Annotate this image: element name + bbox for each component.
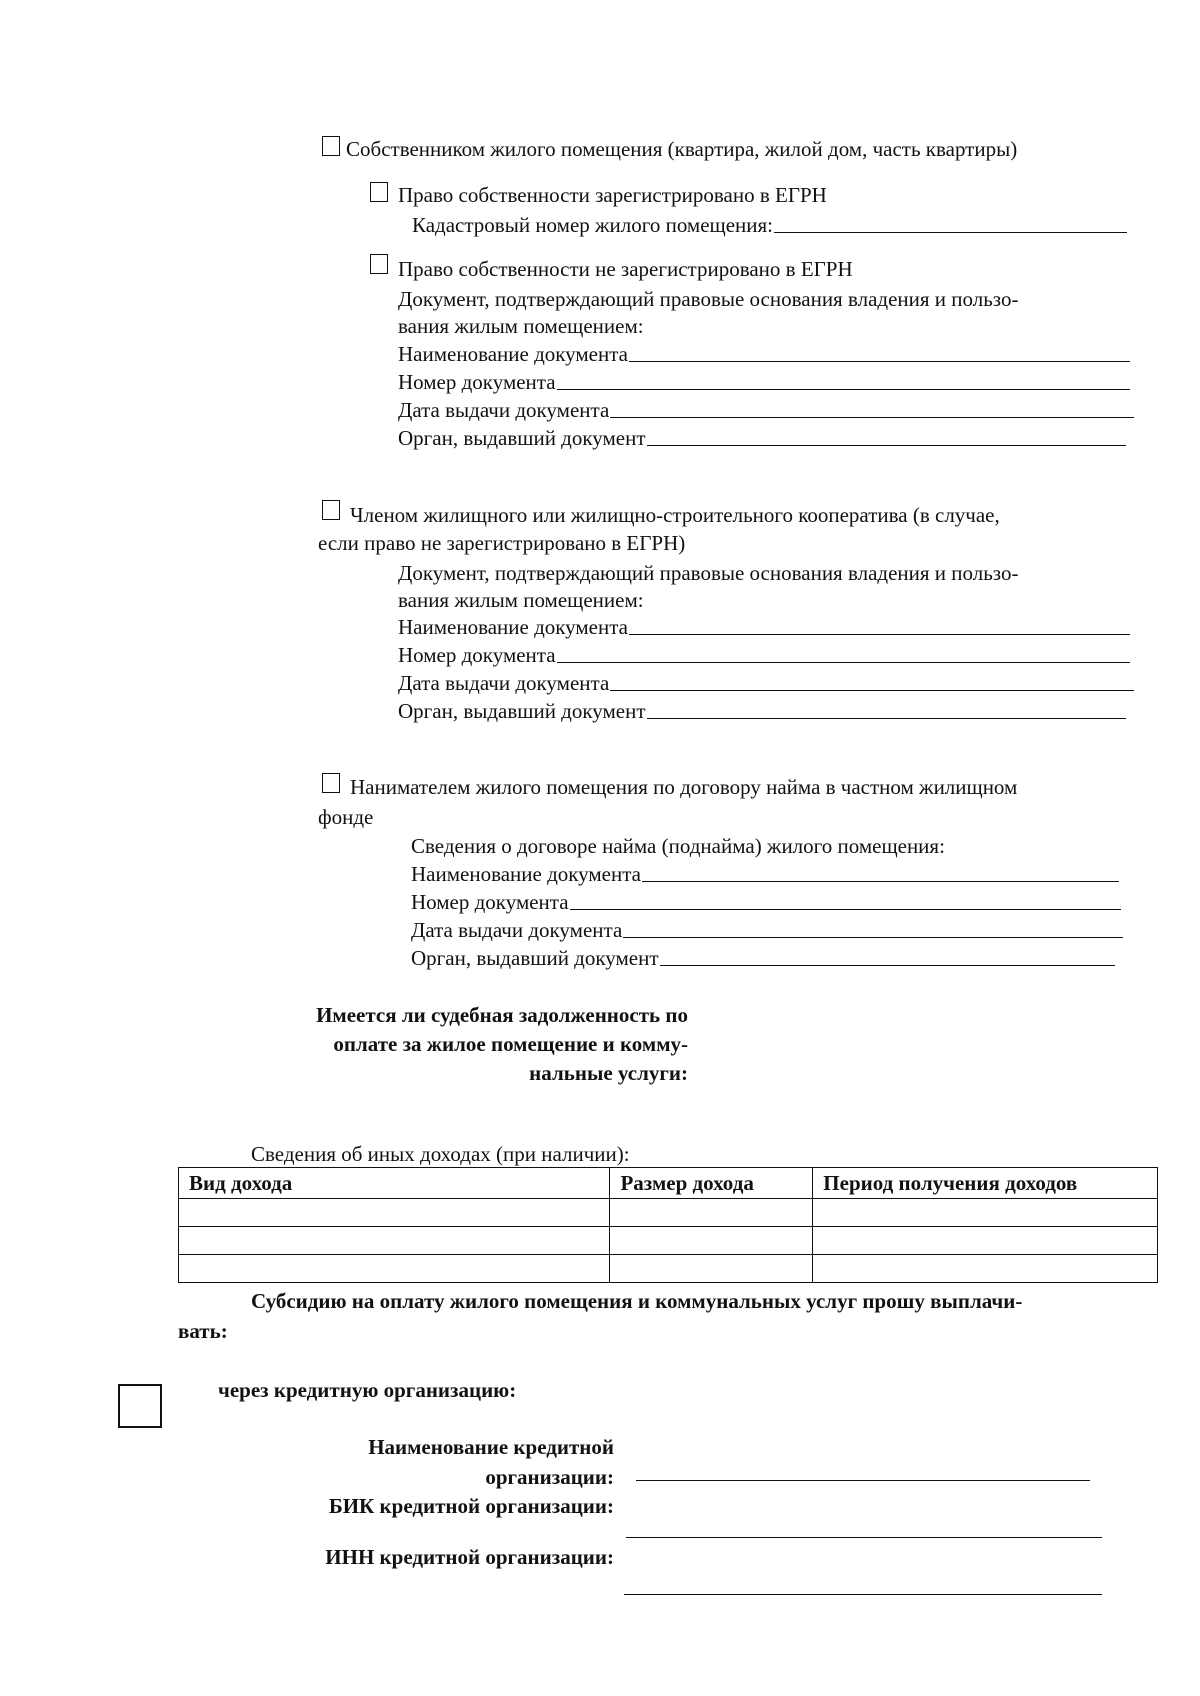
coop-doc-date-field[interactable]: [398, 670, 1134, 696]
coop-doc-number-label: Номер документа: [398, 643, 556, 667]
tenant-doc-name-label: Наименование документа: [411, 862, 641, 886]
owner-doc-issuer-field[interactable]: [398, 425, 1126, 451]
registered-checkbox[interactable]: [370, 182, 388, 202]
income-cell[interactable]: [610, 1199, 813, 1227]
owner-label: Собственником жилого помещения (квартира, жилой дом, часть квартиры): [346, 137, 1018, 161]
income-title: Сведения об иных доходах (при наличии):: [251, 1142, 630, 1166]
owner-doc-name-field[interactable]: [398, 341, 1130, 367]
not-registered-checkbox[interactable]: [370, 254, 388, 274]
coop-label-1: Членом жилищного или жилищно-строительного кооператива (в случае,: [350, 503, 1000, 527]
coop-doc-desc-2: вания жилым помещением:: [398, 588, 644, 612]
tenant-label-2: фонде: [318, 805, 374, 829]
income-cell[interactable]: [813, 1227, 1158, 1255]
tenant-info: Сведения о договоре найма (поднайма) жилого помещения:: [411, 834, 945, 858]
coop-doc-date-label: Дата выдачи документа: [398, 671, 610, 695]
bank-option-label: через кредитную организацию:: [218, 1378, 517, 1402]
tenant-doc-number-field[interactable]: [411, 889, 1121, 915]
registered-label: Право собственности зарегистрировано в ЕГРН: [398, 183, 827, 207]
table-row: [179, 1255, 1158, 1283]
tenant-label-1: Нанимателем жилого помещения по договору найма в частном жилищном: [350, 775, 1018, 799]
tenant-doc-name-field[interactable]: [411, 861, 1119, 887]
table-row: [179, 1199, 1158, 1227]
coop-doc-desc-1: Документ, подтверждающий правовые основания владения и пользо-: [398, 561, 1019, 585]
bik-input[interactable]: [626, 1537, 1102, 1538]
tenant-doc-issuer-label: Орган, выдавший документ: [411, 946, 659, 970]
income-cell[interactable]: [813, 1199, 1158, 1227]
owner-doc-desc-1: Документ, подтверждающий правовые основания владения и пользо-: [398, 287, 1019, 311]
income-table: [178, 1167, 1158, 1283]
income-cell[interactable]: [610, 1227, 813, 1255]
debt-question-2: оплате за жилое помещение и комму-: [333, 1032, 688, 1056]
owner-doc-issuer-label: Орган, выдавший документ: [398, 426, 646, 450]
coop-doc-issuer-label: Орган, выдавший документ: [398, 699, 646, 723]
bank-name-label-1: Наименование кредитной: [368, 1435, 614, 1459]
tenant-doc-date-label: Дата выдачи документа: [411, 918, 623, 942]
tenant-doc-number-label: Номер документа: [411, 890, 569, 914]
inn-input[interactable]: [624, 1594, 1102, 1595]
debt-question-3: нальные услуги:: [529, 1061, 688, 1085]
owner-doc-number-field[interactable]: [398, 369, 1130, 395]
income-cell[interactable]: [813, 1255, 1158, 1283]
owner-doc-number-label: Номер документа: [398, 370, 556, 394]
subsidy-text-1: Субсидию на оплату жилого помещения и коммунальных услуг прошу выплачи-: [251, 1289, 1023, 1313]
owner-doc-date-label: Дата выдачи документа: [398, 398, 610, 422]
income-col-type: Вид дохода: [179, 1168, 610, 1199]
income-header-row: [179, 1168, 1158, 1199]
cadastral-label: Кадастровый номер жилого помещения:: [412, 213, 773, 237]
coop-checkbox[interactable]: [322, 500, 340, 520]
bik-label: БИК кредитной организации:: [328, 1494, 614, 1518]
tenant-doc-issuer-field[interactable]: [411, 945, 1115, 971]
bank-option-checkbox[interactable]: [118, 1384, 162, 1428]
subsidy-text-2: вать:: [178, 1319, 228, 1343]
income-cell[interactable]: [179, 1255, 610, 1283]
coop-label-2: если право не зарегистрировано в ЕГРН): [318, 531, 686, 555]
tenant-checkbox[interactable]: [322, 773, 340, 793]
bank-name-label-2: организации:: [485, 1465, 614, 1489]
table-row: [179, 1227, 1158, 1255]
bank-name-input[interactable]: [636, 1480, 1090, 1481]
coop-doc-name-label: Наименование документа: [398, 615, 628, 639]
income-cell[interactable]: [179, 1199, 610, 1227]
coop-doc-name-field[interactable]: [398, 614, 1130, 640]
income-cell[interactable]: [179, 1227, 610, 1255]
inn-label: ИНН кредитной организации:: [325, 1545, 614, 1569]
owner-doc-date-field[interactable]: [398, 397, 1134, 423]
income-col-period: Период получения доходов: [813, 1168, 1158, 1199]
cadastral-field[interactable]: [412, 212, 1127, 238]
coop-doc-issuer-field[interactable]: [398, 698, 1126, 724]
owner-checkbox[interactable]: [322, 136, 340, 156]
owner-doc-name-label: Наименование документа: [398, 342, 628, 366]
debt-question-1: Имеется ли судебная задолженность по: [316, 1003, 688, 1027]
not-registered-label: Право собственности не зарегистрировано в ЕГРН: [398, 257, 853, 281]
coop-doc-number-field[interactable]: [398, 642, 1130, 668]
income-cell[interactable]: [610, 1255, 813, 1283]
owner-doc-desc-2: вания жилым помещением:: [398, 314, 644, 338]
income-col-amount: Размер дохода: [610, 1168, 813, 1199]
tenant-doc-date-field[interactable]: [411, 917, 1123, 943]
